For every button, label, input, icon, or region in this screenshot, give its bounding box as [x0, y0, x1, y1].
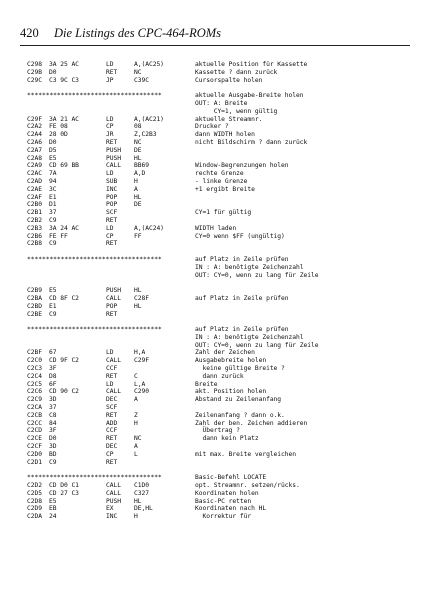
address: C29F	[27, 115, 42, 123]
blank-line	[27, 318, 412, 326]
hex-bytes: 7A	[49, 170, 57, 178]
code-line	[27, 147, 412, 155]
note-text: OUT: CY=0, wenn zu lang für Zeile	[195, 271, 319, 279]
note-text: IN : A: benötigte Zeichenzahl	[195, 263, 304, 271]
hex-bytes: CD 90 C2	[49, 388, 79, 396]
address: C2C5	[27, 380, 42, 388]
address: C2CB	[27, 411, 42, 419]
operand: NC	[134, 435, 142, 443]
address: C2B3	[27, 224, 42, 232]
hex-bytes: C9	[49, 240, 57, 248]
operand: C29F	[134, 357, 149, 365]
mnemonic: SCF	[106, 209, 118, 217]
mnemonic: CP	[106, 450, 114, 458]
comment: opt. Streamnr. setzen/rücks.	[195, 482, 300, 490]
comment: auf Platz in Zeile prüfen	[195, 294, 289, 302]
code-line	[27, 233, 412, 241]
operand: H	[134, 513, 138, 521]
hex-bytes: CD 27 C3	[49, 489, 79, 497]
address: C2A9	[27, 162, 42, 170]
comment: nicht Bildschirm ? dann zurück	[195, 138, 308, 146]
hex-bytes: CD D0 C1	[49, 482, 79, 490]
operand: HL	[134, 287, 142, 295]
code-line	[27, 388, 412, 396]
blank-line	[27, 84, 412, 92]
mnemonic: CP	[106, 232, 114, 240]
mnemonic: DEC	[106, 443, 118, 451]
blank-line	[27, 248, 412, 256]
note-text: OUT: A: Breite	[195, 99, 248, 107]
code-line	[27, 396, 412, 404]
hex-bytes: C9	[49, 216, 57, 224]
address: C2AC	[27, 170, 42, 178]
hex-bytes: E1	[49, 302, 57, 310]
address: C2CD	[27, 427, 42, 435]
comment: akt. Position holen	[195, 388, 267, 396]
address: C2AF	[27, 193, 42, 201]
mnemonic: RET	[106, 310, 118, 318]
code-line	[27, 116, 412, 124]
mnemonic: LD	[106, 61, 114, 68]
code-line	[27, 404, 412, 412]
code-line	[27, 61, 412, 69]
address: C2D1	[27, 458, 42, 466]
comment: Zeilenanfang ? dann o.k.	[195, 411, 285, 419]
hex-bytes: 3A 21 AC	[49, 115, 79, 123]
mnemonic: LD	[106, 349, 114, 357]
section-title: auf Platz in Zeile prüfen	[195, 255, 289, 263]
operand: A	[134, 185, 138, 193]
mnemonic: POP	[106, 193, 118, 201]
blank-line	[27, 466, 412, 474]
code-line	[27, 240, 412, 248]
mnemonic: EX	[106, 505, 114, 513]
operand: A,(AC25)	[134, 61, 164, 68]
address: C2D9	[27, 505, 42, 513]
mnemonic: CALL	[106, 357, 121, 365]
note-text: CY=1, wenn gültig	[195, 107, 278, 115]
comment: Drucker ?	[195, 123, 229, 131]
mnemonic: RET	[106, 372, 118, 380]
comment: dann kein Platz	[195, 435, 259, 443]
comment: Zahl der Zeichen	[195, 349, 255, 357]
hex-bytes: D8	[49, 372, 57, 380]
mnemonic: JP	[106, 76, 114, 84]
mnemonic: CCF	[106, 427, 118, 435]
operand: NC	[134, 138, 142, 146]
address: C2D0	[27, 450, 42, 458]
code-line	[27, 131, 412, 139]
section-note	[27, 334, 412, 342]
mnemonic: CALL	[106, 388, 121, 396]
mnemonic: PUSH	[106, 497, 121, 505]
address: C2CC	[27, 419, 42, 427]
operand: HL	[134, 154, 142, 162]
comment: Window-Begrenzungen holen	[195, 162, 289, 170]
section-separator	[27, 326, 412, 334]
address: C2A7	[27, 146, 42, 154]
code-line	[27, 295, 412, 303]
separator-stars: ************************************	[27, 92, 162, 100]
code-line	[27, 209, 412, 217]
code-line	[27, 186, 412, 194]
mnemonic: RET	[106, 138, 118, 146]
address: C2A2	[27, 123, 42, 131]
code-line	[27, 170, 412, 178]
page-title: Die Listings des CPC-464-ROMs	[54, 26, 222, 40]
address: C2C0	[27, 357, 42, 365]
address: C2B0	[27, 201, 42, 209]
section-separator	[27, 474, 412, 482]
comment: Zahl der ben. Zeichen addieren	[195, 419, 308, 427]
operand: L,A	[134, 380, 146, 388]
blank-line	[27, 279, 412, 287]
code-line	[27, 178, 412, 186]
operand: L	[134, 450, 138, 458]
code-line	[27, 139, 412, 147]
comment: Koordinaten nach HL	[195, 505, 267, 513]
assembly-listing	[27, 61, 412, 521]
comment: aktuelle Streamnr.	[195, 115, 263, 123]
comment: +1 ergibt Breite	[195, 185, 255, 193]
operand: C	[134, 372, 138, 380]
address: C2DA	[27, 513, 42, 521]
hex-bytes: CD 69 BB	[49, 162, 79, 170]
comment: rechte Grenze	[195, 170, 244, 178]
operand: FF	[134, 232, 142, 240]
section-note	[27, 342, 412, 350]
address: C2B8	[27, 240, 42, 248]
address: C29B	[27, 68, 42, 76]
page-header	[20, 26, 410, 44]
hex-bytes: C3 9C C3	[49, 76, 79, 84]
hex-bytes: FE FF	[49, 232, 68, 240]
operand: DE	[134, 146, 142, 154]
comment: WIDTH laden	[195, 224, 237, 232]
comment: Koordinaten holen	[195, 489, 259, 497]
hex-bytes: FE 08	[49, 123, 68, 131]
operand: H,A	[134, 349, 146, 357]
address: C2BD	[27, 302, 42, 310]
mnemonic: CALL	[106, 294, 121, 302]
comment: dann zurück	[195, 372, 244, 380]
separator-stars: ************************************	[27, 474, 162, 482]
hex-bytes: E5	[49, 497, 57, 505]
page-number: 420	[20, 26, 39, 40]
hex-bytes: 24	[49, 513, 57, 521]
comment: Kassette ? dann zurück	[195, 68, 278, 76]
code-line	[27, 225, 412, 233]
hex-bytes: 3C	[49, 185, 57, 193]
operand: HL	[134, 497, 142, 505]
operand: A	[134, 443, 138, 451]
operand: H	[134, 419, 138, 427]
address: C2A6	[27, 138, 42, 146]
code-line	[27, 451, 412, 459]
separator-stars: ************************************	[27, 255, 162, 263]
mnemonic: ADD	[106, 419, 118, 427]
mnemonic: DEC	[106, 396, 118, 404]
comment: CY=0 wenn $FF (ungültig)	[195, 232, 285, 240]
separator-stars: ************************************	[27, 326, 162, 334]
address: C2BE	[27, 310, 42, 318]
operand: 08	[134, 123, 142, 131]
code-line	[27, 381, 412, 389]
hex-bytes: CD 9F C2	[49, 357, 79, 365]
operand: NC	[134, 68, 142, 76]
code-line	[27, 123, 412, 131]
address: C2D5	[27, 489, 42, 497]
mnemonic: CALL	[106, 162, 121, 170]
mnemonic: PUSH	[106, 287, 121, 295]
mnemonic: PUSH	[106, 146, 121, 154]
comment: dann WIDTH holen	[195, 131, 255, 139]
section-title: auf Platz in Zeile prüfen	[195, 326, 289, 334]
hex-bytes: E5	[49, 154, 57, 162]
address: C2AD	[27, 177, 42, 185]
mnemonic: JR	[106, 131, 114, 139]
operand: A,(AC21)	[134, 115, 164, 123]
comment: Übertrag ?	[195, 427, 240, 435]
section-note	[27, 100, 412, 108]
operand: HL	[134, 302, 142, 310]
hex-bytes: 28 0D	[49, 131, 68, 139]
mnemonic: CALL	[106, 489, 121, 497]
code-line	[27, 69, 412, 77]
note-text: IN : A: benötigte Zeichenzahl	[195, 333, 304, 341]
hex-bytes: D5	[49, 146, 57, 154]
hex-bytes: D0	[49, 138, 57, 146]
address: C2CF	[27, 443, 42, 451]
hex-bytes: E1	[49, 193, 57, 201]
code-line	[27, 435, 412, 443]
comment: Cursorspalte holen	[195, 76, 263, 84]
section-separator	[27, 92, 412, 100]
section-note	[27, 108, 412, 116]
hex-bytes: 3A 24 AC	[49, 224, 79, 232]
hex-bytes: D1	[49, 201, 57, 209]
hex-bytes: D0	[49, 68, 57, 76]
address: C298	[27, 61, 42, 68]
code-line	[27, 357, 412, 365]
section-note	[27, 264, 412, 272]
mnemonic: POP	[106, 201, 118, 209]
code-line	[27, 490, 412, 498]
mnemonic: PUSH	[106, 154, 121, 162]
operand: DE,HL	[134, 505, 153, 513]
hex-bytes: 3F	[49, 365, 57, 373]
comment: - linke Grenze	[195, 177, 248, 185]
address: C2B6	[27, 232, 42, 240]
address: C2C4	[27, 372, 42, 380]
code-line	[27, 194, 412, 202]
operand: A,(AC24)	[134, 224, 164, 232]
hex-bytes: 37	[49, 209, 57, 217]
mnemonic: RET	[106, 240, 118, 248]
header-rule	[20, 45, 410, 46]
address: C29C	[27, 76, 42, 84]
mnemonic: RET	[106, 68, 118, 76]
hex-bytes: 3A 25 AC	[49, 61, 79, 68]
code-line	[27, 365, 412, 373]
mnemonic: INC	[106, 513, 118, 521]
operand: H	[134, 177, 138, 185]
code-line	[27, 373, 412, 381]
code-line	[27, 443, 412, 451]
hex-bytes: EB	[49, 505, 57, 513]
code-line	[27, 162, 412, 170]
code-line	[27, 427, 412, 435]
hex-bytes: D0	[49, 435, 57, 443]
hex-bytes: C9	[49, 310, 57, 318]
code-line	[27, 349, 412, 357]
comment: aktuelle Position für Kassette	[195, 61, 308, 68]
hex-bytes: 94	[49, 177, 57, 185]
note-text: OUT: CY=0, wenn zu lang für Zeile	[195, 341, 319, 349]
mnemonic: LD	[106, 170, 114, 178]
mnemonic: RET	[106, 216, 118, 224]
hex-bytes: 37	[49, 404, 57, 412]
address: C2A8	[27, 154, 42, 162]
operand: C39C	[134, 76, 149, 84]
comment: Breite	[195, 380, 218, 388]
comment: CY=1 für gültig	[195, 209, 252, 217]
operand: Z	[134, 411, 138, 419]
hex-bytes: CD 8F C2	[49, 294, 79, 302]
address: C2B9	[27, 287, 42, 295]
operand: DE	[134, 201, 142, 209]
code-line	[27, 155, 412, 163]
code-line	[27, 303, 412, 311]
hex-bytes: 3F	[49, 427, 57, 435]
operand: HL	[134, 193, 142, 201]
comment: Korrektur für	[195, 513, 252, 521]
mnemonic: SUB	[106, 177, 118, 185]
section-note	[27, 272, 412, 280]
mnemonic: LD	[106, 380, 114, 388]
hex-bytes: BD	[49, 450, 57, 458]
mnemonic: CCF	[106, 365, 118, 373]
mnemonic: CP	[106, 123, 114, 131]
code-line	[27, 459, 412, 467]
operand: Z,C2B3	[134, 131, 157, 139]
operand: BB69	[134, 162, 149, 170]
mnemonic: CALL	[106, 482, 121, 490]
code-line	[27, 287, 412, 295]
mnemonic: LD	[106, 224, 114, 232]
hex-bytes: 3D	[49, 443, 57, 451]
address: C2BF	[27, 349, 42, 357]
operand: C1D0	[134, 482, 149, 490]
operand: A	[134, 396, 138, 404]
code-line	[27, 498, 412, 506]
hex-bytes: 67	[49, 349, 57, 357]
mnemonic: SCF	[106, 404, 118, 412]
operand: C327	[134, 489, 149, 497]
mnemonic: RET	[106, 411, 118, 419]
mnemonic: INC	[106, 185, 118, 193]
comment: keine gültige Breite ?	[195, 365, 285, 373]
hex-bytes: C8	[49, 411, 57, 419]
hex-bytes: E5	[49, 287, 57, 295]
code-line	[27, 513, 412, 521]
address: C2C3	[27, 365, 42, 373]
mnemonic: RET	[106, 435, 118, 443]
code-line	[27, 217, 412, 225]
address: C2C6	[27, 388, 42, 396]
mnemonic: LD	[106, 115, 114, 123]
hex-bytes: 3D	[49, 396, 57, 404]
address: C2AE	[27, 185, 42, 193]
address: C2B1	[27, 209, 42, 217]
code-line	[27, 412, 412, 420]
code-line	[27, 201, 412, 209]
address: C2A4	[27, 131, 42, 139]
address: C2CE	[27, 435, 42, 443]
hex-bytes: C9	[49, 458, 57, 466]
code-line	[27, 482, 412, 490]
operand: C28F	[134, 294, 149, 302]
comment: mit max. Breite vergleichen	[195, 450, 297, 458]
hex-bytes: 6F	[49, 380, 57, 388]
hex-bytes: 84	[49, 419, 57, 427]
address: C2B2	[27, 216, 42, 224]
operand: A,D	[134, 170, 146, 178]
address: C2D2	[27, 482, 42, 490]
section-title: aktuelle Ausgabe-Breite holen	[195, 92, 304, 100]
address: C2CA	[27, 404, 42, 412]
operand: C290	[134, 388, 149, 396]
address: C2C9	[27, 396, 42, 404]
address: C2BA	[27, 294, 42, 302]
mnemonic: RET	[106, 458, 118, 466]
address: C2D8	[27, 497, 42, 505]
code-line	[27, 77, 412, 85]
section-separator	[27, 256, 412, 264]
mnemonic: POP	[106, 302, 118, 310]
comment: Basic-PC retten	[195, 497, 252, 505]
section-title: Basic-Befehl LOCATE	[195, 474, 267, 482]
code-line	[27, 311, 412, 319]
comment: Abstand zu Zeilenanfang	[195, 396, 282, 404]
code-line	[27, 505, 412, 513]
comment: Ausgabebreite holen	[195, 357, 267, 365]
